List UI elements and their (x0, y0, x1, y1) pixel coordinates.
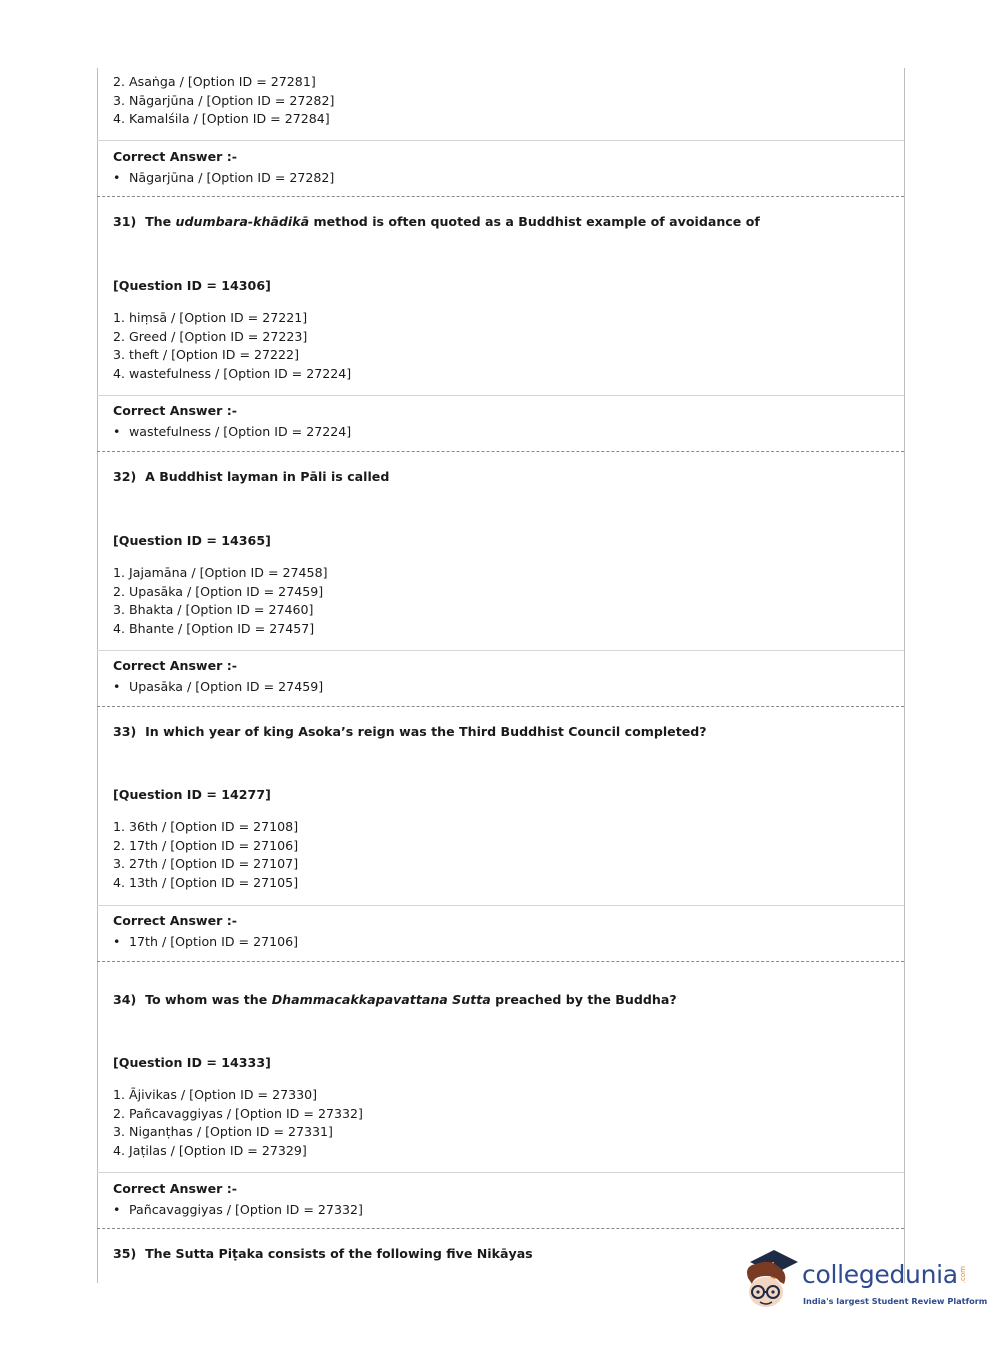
option-item: 1. Ājivikas / [Option ID = 27330] (113, 1087, 318, 1102)
logo-com: .com (959, 1266, 967, 1284)
option-item: 4. 13th / [Option ID = 27105] (113, 874, 299, 890)
correct-answer-label: Correct Answer :- (113, 149, 237, 164)
option-item: 1. Jajamāna / [Option ID = 27458] (113, 565, 328, 580)
correct-answer-value: • wastefulness / [Option ID = 27224] (113, 424, 352, 439)
correct-answer-value: • Pañcavaggiyas / [Option ID = 27332] (113, 1202, 363, 1217)
divider (97, 905, 904, 906)
option-item: 3. Bhakta / [Option ID = 27460] (113, 602, 314, 617)
question-32-id: [Question ID = 14365] (113, 533, 271, 548)
question-31-id: [Question ID = 14306] (113, 278, 271, 293)
correct-answer-label: Correct Answer :- (113, 1181, 237, 1196)
divider (97, 395, 904, 396)
bullet-icon: • (113, 679, 121, 694)
option-item: 2. 17th / [Option ID = 27106] (113, 837, 299, 853)
correct-answer-value: • 17th / [Option ID = 27106] (113, 934, 299, 949)
option-item: 4. Kamalśila / [Option ID = 27284] (113, 111, 330, 126)
bullet-icon: • (113, 934, 121, 949)
option-item: 3. theft / [Option ID = 27222] (113, 347, 299, 362)
divider (97, 140, 904, 141)
bullet-icon: • (113, 170, 121, 185)
logo-wordmark: collegedunia (802, 1260, 958, 1289)
correct-answer-label: Correct Answer :- (113, 913, 237, 928)
correct-answer-value: • Nāgarjūna / [Option ID = 27282] (113, 170, 335, 185)
question-separator (97, 1228, 904, 1229)
option-item: 3. 27th / [Option ID = 27107] (113, 856, 299, 871)
question-32-title: 32) A Buddhist layman in Pāli is called (113, 469, 390, 484)
option-item: 1. 36th / [Option ID = 27108] (113, 819, 299, 834)
mascot-icon (740, 1248, 802, 1316)
question-33-title: 33) In which year of king Asoka’s reign was the Third Buddhist Council completed? (113, 724, 707, 739)
option-item: 3. Nāgarjūna / [Option ID = 27282] (113, 92, 335, 108)
question-35-title: 35) The Sutta Piṭaka consists of the following five Nikāyas (113, 1246, 533, 1261)
option-item: 3. Niganṭhas / [Option ID = 27331] (113, 1124, 333, 1139)
option-item: 2. Asaṅga / [Option ID = 27281] (113, 74, 316, 89)
bullet-icon: • (113, 1202, 121, 1217)
option-item: 1. hiṃsā / [Option ID = 27221] (113, 310, 308, 325)
question-separator (97, 961, 904, 962)
question-31-options (113, 309, 351, 383)
correct-answer-value: • Upasāka / [Option ID = 27459] (113, 679, 324, 694)
option-item: 2. Pañcavaggiyas / [Option ID = 27332] (113, 1105, 363, 1121)
question-34-title: 34) To whom was the Dhammacakkapavattana Sutta preached by the Buddha? (113, 992, 677, 1007)
question-34-options (113, 1086, 363, 1160)
question-34-id: [Question ID = 14333] (113, 1055, 271, 1070)
option-item: 4. Jaṭilas / [Option ID = 27329] (113, 1142, 307, 1158)
collegedunia-logo[interactable] (740, 1248, 988, 1316)
correct-answer-label: Correct Answer :- (113, 658, 237, 673)
question-separator (97, 196, 904, 197)
question-33-options (113, 818, 298, 892)
correct-answer-label: Correct Answer :- (113, 403, 237, 418)
divider (97, 1172, 904, 1173)
divider (97, 650, 904, 651)
options-list-prev (113, 73, 334, 129)
question-separator (97, 451, 904, 452)
logo-tagline: India's largest Student Review Platform (803, 1296, 988, 1306)
option-item: 4. wastefulness / [Option ID = 27224] (113, 365, 352, 381)
question-33-id: [Question ID = 14277] (113, 787, 271, 802)
option-item: 4. Bhante / [Option ID = 27457] (113, 620, 315, 636)
question-32-options (113, 564, 328, 638)
bullet-icon: • (113, 424, 121, 439)
option-item: 2. Upasāka / [Option ID = 27459] (113, 583, 324, 599)
question-31-title: 31) The udumbara-khādikā method is often quoted as a Buddhist example of avoidance of (113, 214, 760, 229)
question-separator (97, 706, 904, 707)
option-item: 2. Greed / [Option ID = 27223] (113, 328, 308, 344)
